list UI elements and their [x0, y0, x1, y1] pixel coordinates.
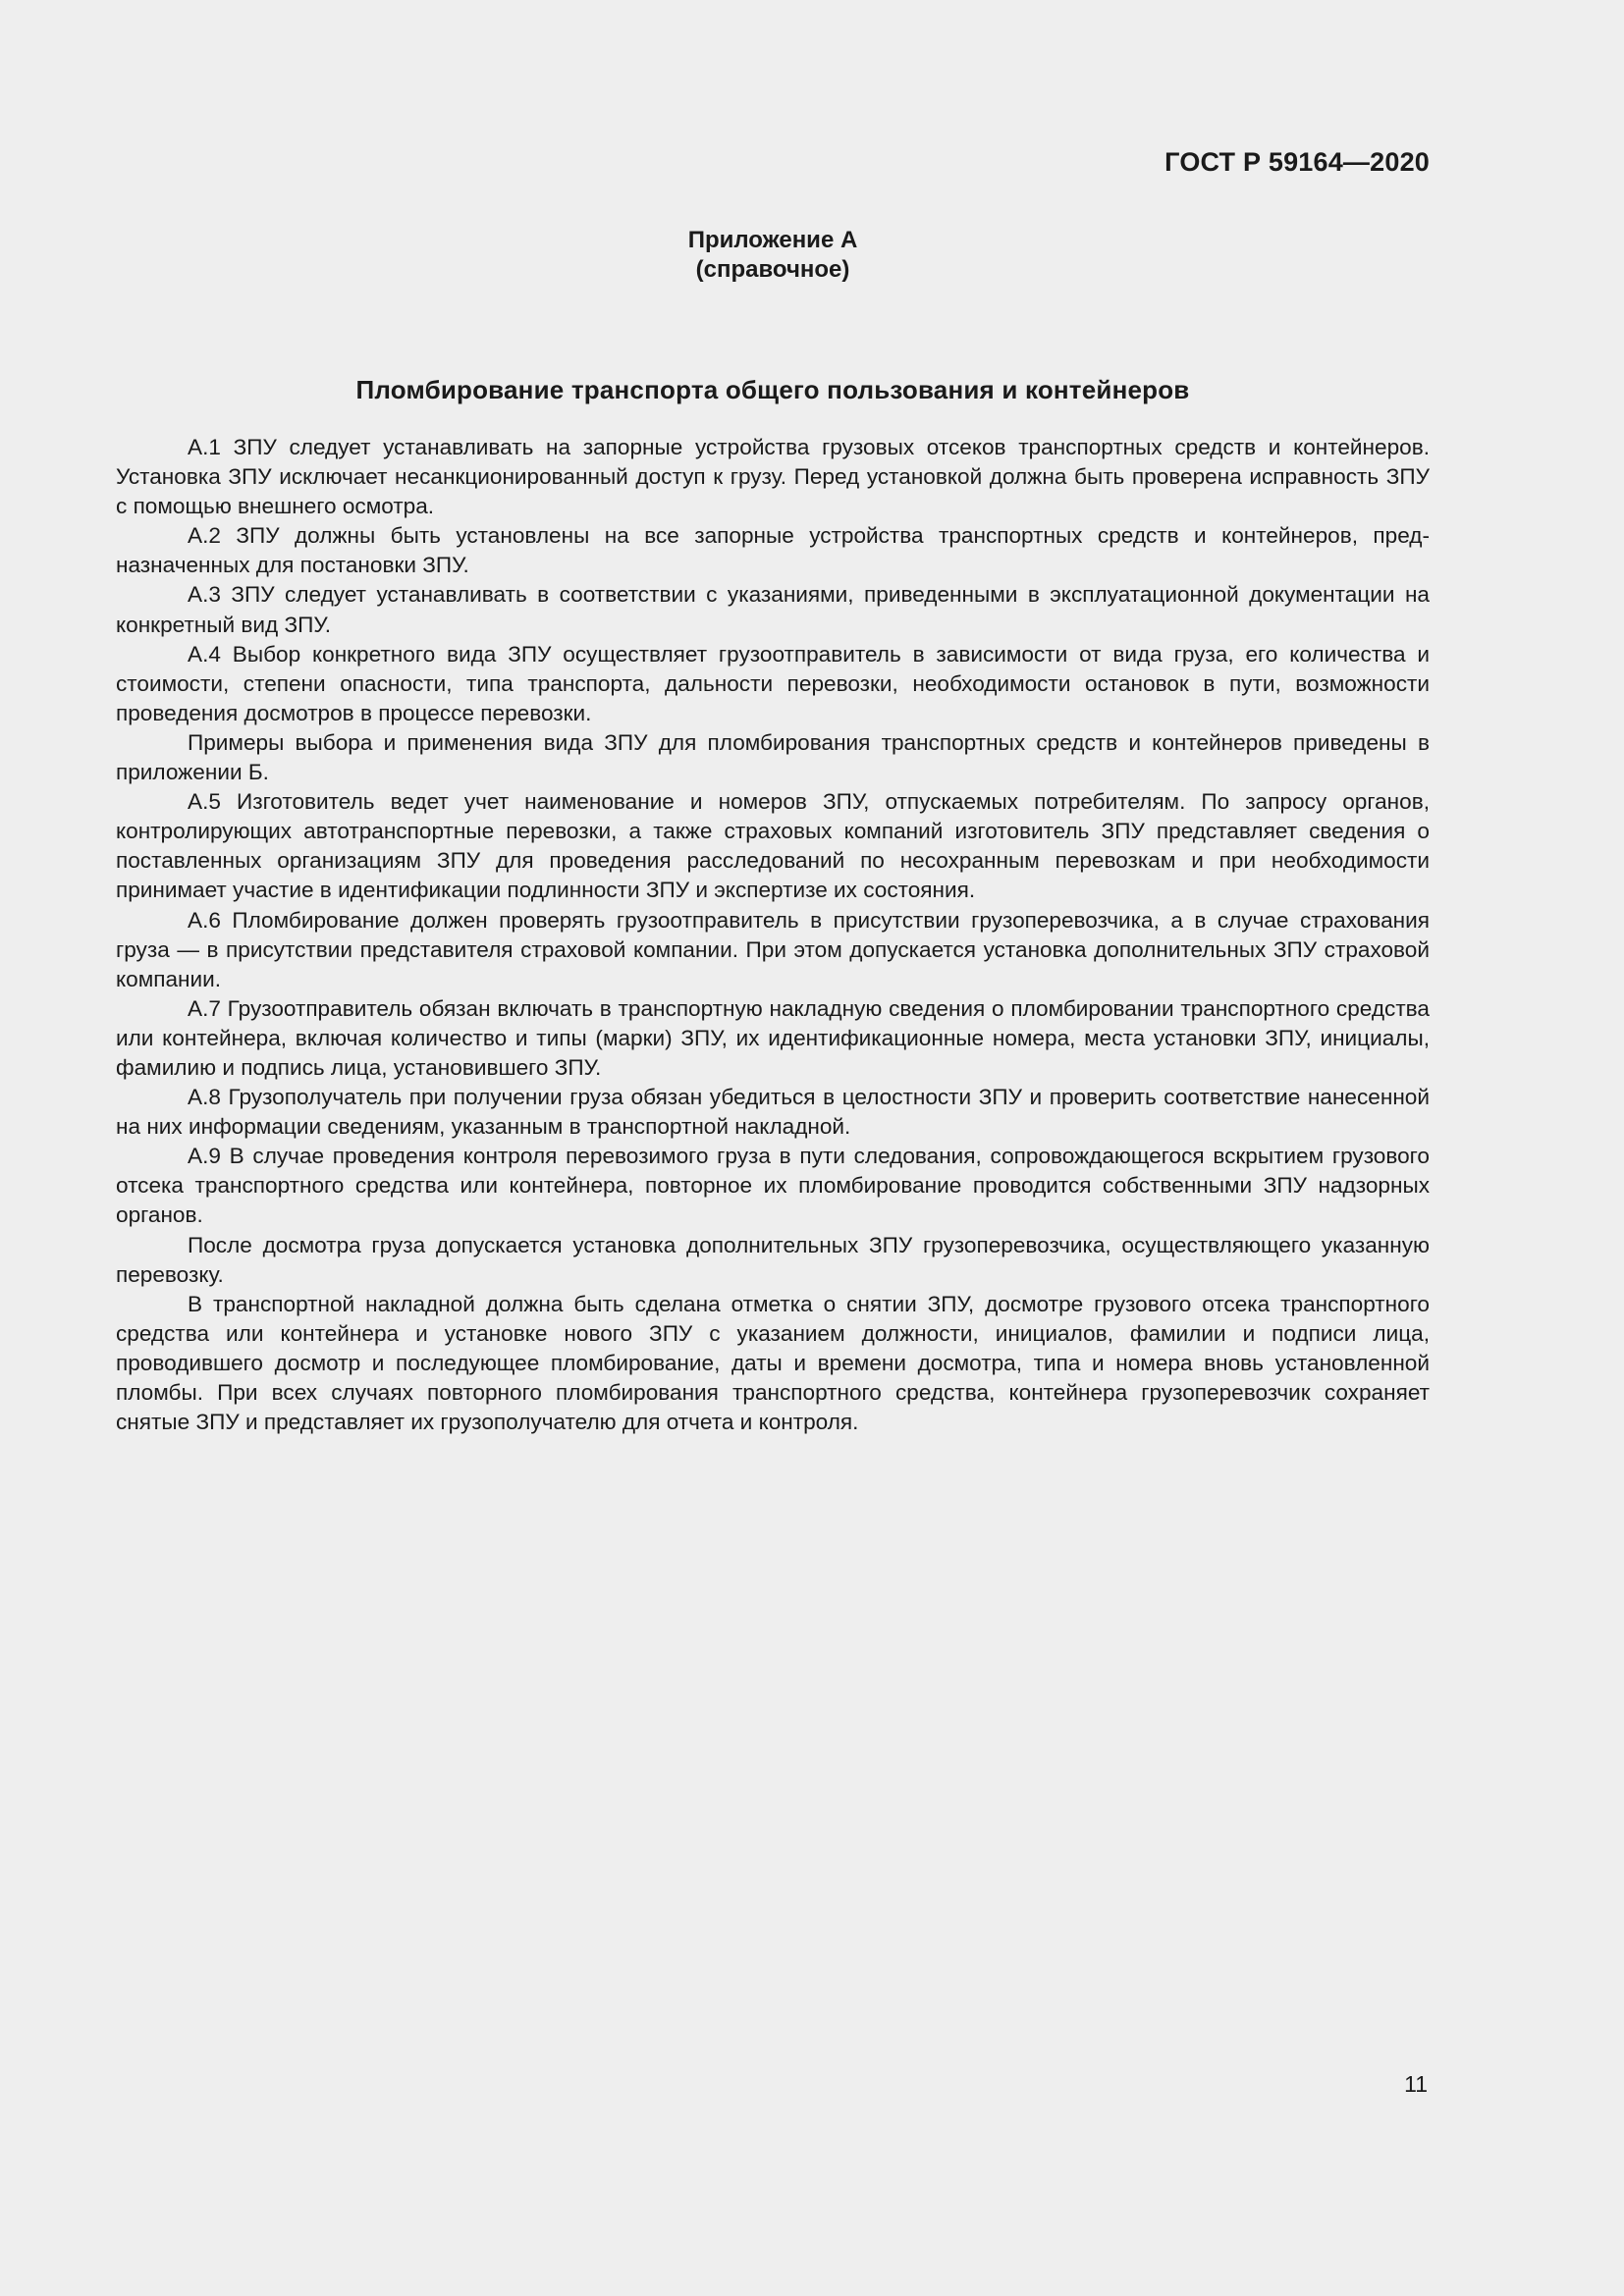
annex-label: Приложение А [687, 227, 858, 253]
document-code: ГОСТ Р 59164—2020 [1164, 147, 1430, 177]
paragraph: А.3 ЗПУ следует устанавливать в соответствии с указаниями, приведенными в эксплуатационной документации на конкретный вид ЗПУ. [116, 582, 1430, 637]
paragraph: А.2 ЗПУ должны быть установлены на все запорные устройства транспортных средств и контейнеров, предназначенных для постановки ЗПУ. [116, 523, 1430, 578]
paragraph: А.8 Грузополучатель при получении груза обязан убедиться в целостности ЗПУ и проверить соответствие нанесенной на них информации сведениям, указанным в транспортной накладной. [116, 1085, 1430, 1140]
page-number: 11 [1404, 2071, 1428, 2097]
paragraph: А.6 Пломбирование должен проверять грузоотправитель в присутствии грузоперевозчика, а в случае страхования груза — в присутствии представителя страховой компании. При этом допускается установка дополнительных ЗПУ страховой компании. [116, 907, 1430, 991]
paragraph: А.4 Выбор конкретного вида ЗПУ осуществляет грузоотправитель в зависимости от вида груза, его количества и стоимости, степени опасности, типа транспорта, дальности перевозки, необходимости остановок в пути, возможности проведения досмотров в процессе перевозки. [116, 641, 1430, 725]
annex-heading [0, 226, 1545, 285]
paragraph: А.5 Изготовитель ведет учет наименование и номеров ЗПУ, отпускаемых потребителям. По запросу органов, контролирующих автотранспортные перевозки, а также страховых компаний изготовитель ЗПУ представляет сведения о поставленных организациям ЗПУ для проведения расследований по несохранным перевозкам и при необходимости принимает участие в идентификации подлинности ЗПУ и экспертизе их состояния. [116, 789, 1430, 903]
paragraph: А.7 Грузоотправитель обязан включать в транспортную накладную сведения о пломбировании транспортного средства или контейнера, включая количество и типы (марки) ЗПУ, их идентификационные номера, места установки ЗПУ, инициалы, фамилию и подпись лица, установившего ЗПУ. [116, 995, 1430, 1080]
annex-type: (справочное) [695, 256, 850, 283]
paragraph: Примеры выбора и применения вида ЗПУ для пломбирования транспортных средств и контейнеров приведены в приложении Б. [116, 729, 1430, 785]
paragraph: После досмотра груза допускается установка дополнительных ЗПУ грузоперевозчика, осуществляющего указанную перевозку. [116, 1232, 1430, 1287]
paragraph: В транспортной накладной должна быть сделана отметка о снятии ЗПУ, досмотре грузового отсека транспортного средства или контейнера и установке нового ЗПУ с указанием должности, инициалов, фамилии и подписи лица, проводившего досмотр и последующее пломбирование, даты и времени досмотра, типа и номера вновь установленной пломбы. При всех случаях повторного пломбирования транспортного средства, контейнера грузоперевозчик сохраняет снятые ЗПУ и представляет их грузополучателю для отчета и контроля. [116, 1291, 1430, 1435]
body-text [116, 433, 1430, 1437]
paragraph: А.1 ЗПУ следует устанавливать на запорные устройства грузовых отсеков транспортных средств и контейнеров. Установка ЗПУ исключает несанкционированный доступ к грузу. Перед установкой должна быть проверена исправность ЗПУ с помощью внешнего осмотра. [116, 435, 1430, 519]
paragraph: А.9 В случае проведения контроля перевозимого груза в пути следования, сопровождающегося вскрытием грузового отсека транспортного средства или контейнера, повторное их пломбирование проводится собственными ЗПУ надзорных органов. [116, 1144, 1430, 1228]
annex-title: Пломбирование транспорта общего пользования и контейнеров [355, 375, 1190, 404]
